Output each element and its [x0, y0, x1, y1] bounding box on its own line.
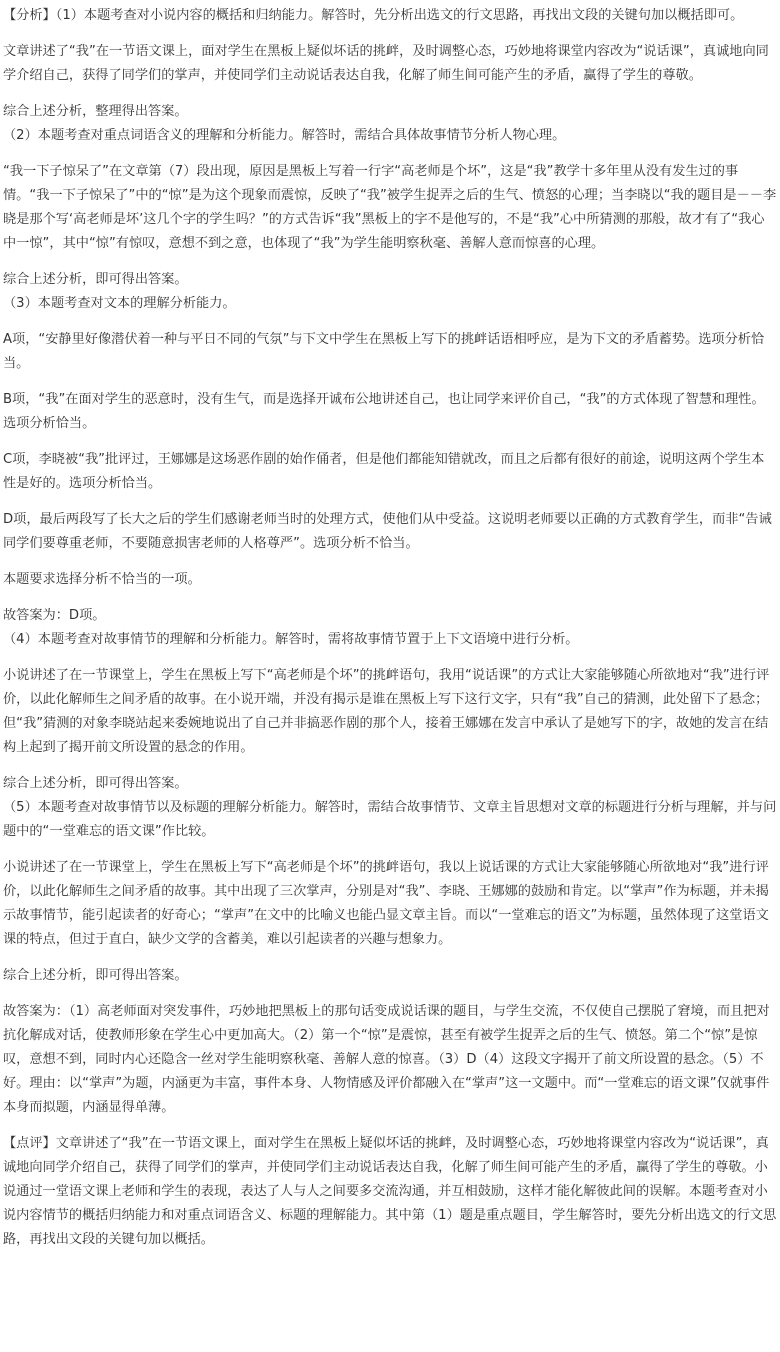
q2-intro: （2）本题考查对重点词语含义的理解和分析能力。解答时，需结合具体故事情节分析人物心理。 [3, 128, 566, 143]
analysis-intro: 【分析】（1）本题考查对小说内容的概括和归纳能力。解答时，先分析出选文的行文思路，再找出文段的关键句加以概括即可。 [3, 8, 744, 23]
q2-analysis: “我一下子惊呆了”在文章第（7）段出现，原因是黑板上写着一行字“高老师是个坏”，这是“我”教学十多年里从没有发生过的事情。“我一下子惊呆了”中的“惊”是为这个现象而震惊，反映了“我”被学生捉弄之后的生气、愤怒的心理；当李晓以“我的题目是－－李晓是那个写‘高老师是坏’这几个字的学生吗？”的方式告诉“我”黑板上的字不是他写的，不是“我”心中所猜测的那般，故才有了“我心中一惊”，其中“惊”有惊叹，意想不到之意，也体现了“我”为学生能明察秋毫、善解人意而惊喜的心理。 [3, 164, 777, 251]
q4-intro: （4）本题考查对故事情节的理解和分析能力。解答时，需将故事情节置于上下文语境中进行分析。 [3, 632, 579, 647]
q4-summary: 综合上述分析，即可得出答案。 [3, 776, 188, 791]
q5-intro: （5）本题考查对故事情节以及标题的理解分析能力。解答时，需结合故事情节、文章主旨思想对文章的标题进行分析与理解，并与问题中的“一堂难忘的语文课”作比较。 [3, 800, 777, 839]
q3-answer: 故答案为：D项。 [3, 608, 106, 623]
q3-option-c: C项，李晓被“我”批评过，王娜娜是这场恶作剧的始作俑者，但是他们都能知错就改，而且之后都有很好的前途，说明这两个学生本性是好的。选项分析恰当。 [3, 452, 765, 491]
q3-intro: （3）本题考查对文本的理解分析能力。 [3, 296, 236, 311]
q1-analysis: 文章讲述了“我”在一节语文课上，面对学生在黑板上疑似坏话的挑衅，及时调整心态，巧妙地将课堂内容改为“说话课”，真诚地向同学介绍自己，获得了同学们的掌声，并使同学们主动说话表达自我，化解了师生间可能产生的矛盾，赢得了学生的尊敬。 [3, 44, 769, 83]
q5-summary: 综合上述分析，即可得出答案。 [3, 968, 188, 983]
q3-requirement: 本题要求选择分析不恰当的一项。 [3, 572, 201, 587]
q3-option-d: D项，最后两段写了长大之后的学生们感谢老师当时的处理方式，使他们从中受益。这说明老师要以正确的方式教育学生，而非“告诫同学们要尊重老师，不要随意损害老师的人格尊严”。选项分析不恰当。 [3, 512, 772, 551]
q5-analysis: 小说讲述了在一节课堂上，学生在黑板上写下“高老师是个坏”的挑衅语句，我以上说话课的方式让大家能够随心所欲地对“我”进行评价，以此化解师生之间矛盾的故事。其中出现了三次掌声，分别是对“我”、李晓、王娜娜的鼓励和肯定。以“掌声”作为标题，并未揭示故事情节，能引起读者的好奇心；“掌声”在文中的比喻义也能凸显文章主旨。而以“一堂难忘的语文”为标题，虽然体现了这堂语文课的特点，但过于直白，缺少文学的含蓄美，难以引起读者的兴趣与想象力。 [3, 860, 769, 947]
q3-option-a: A项，“安静里好像潜伏着一种与平日不同的气氛”与下文中学生在黑板上写下的挑衅话语相呼应，是为下文的矛盾蓄势。选项分析恰当。 [3, 332, 765, 371]
comment: 【点评】文章讲述了“我”在一节语文课上，面对学生在黑板上疑似坏话的挑衅，及时调整心态，巧妙地将课堂内容改为“说话课”，真诚地向同学介绍自己，获得了同学们的掌声，并使同学们主动说话表达自我，化解了师生间可能产生的矛盾，赢得了学生的尊敬。小说通过一堂语文课上老师和学生的表现，表达了人与人之间要多交流沟通，并互相鼓励，这样才能化解彼此间的误解。本题考查对小说内容情节的概括归纳能力和对重点词语含义、标题的理解能力。其中第（1）题是重点题目，学生解答时，要先分析出选文的行文思路，再找出文段的关键句加以概括。 [3, 1136, 777, 1247]
final-answers: 故答案为：（1）高老师面对突发事件，巧妙地把黑板上的那句话变成说话课的题目，与学生交流，不仅使自己摆脱了窘境，而且把对抗化解成对话，使教师形象在学生心中更加高大。（2）第一个“惊”是震惊，甚至有被学生捉弄之后的生气、愤怒。第二个“惊”是惊叹，意想不到，同时内心还隐含一丝对学生能明察秋毫、善解人意的惊喜。（3）D（4）这段文字揭开了前文所设置的悬念。（5）不好。理由：以“掌声”为题，内涵更为丰富，事件本身、人物情感及评价都融入在“掌声”这一文题中。而“一堂难忘的语文课”仅就事件本身而拟题，内涵显得单薄。 [3, 1004, 770, 1115]
q1-summary: 综合上述分析，整理得出答案。 [3, 104, 188, 119]
q3-option-b: B项，“我”在面对学生的恶意时，没有生气，而是选择开诚布公地讲述自己，也让同学来评价自己，“我”的方式体现了智慧和理性。选项分析恰当。 [3, 392, 765, 431]
q4-analysis: 小说讲述了在一节课堂上，学生在黑板上写下“高老师是个坏”的挑衅语句，我用“说话课”的方式让大家能够随心所欲地对“我”进行评价，以此化解师生之间矛盾的故事。在小说开端，并没有揭示是谁在黑板上写下这行文字，只有“我”自己的猜测，此处留下了悬念；但“我”猜测的对象李晓站起来委婉地说出了自己并非搞恶作剧的那个人，接着王娜娜在发言中承认了是她写下的字，故她的发言在结构上起到了揭开前文所设置的悬念的作用。 [3, 668, 770, 755]
q2-summary: 综合上述分析，即可得出答案。 [3, 272, 188, 287]
